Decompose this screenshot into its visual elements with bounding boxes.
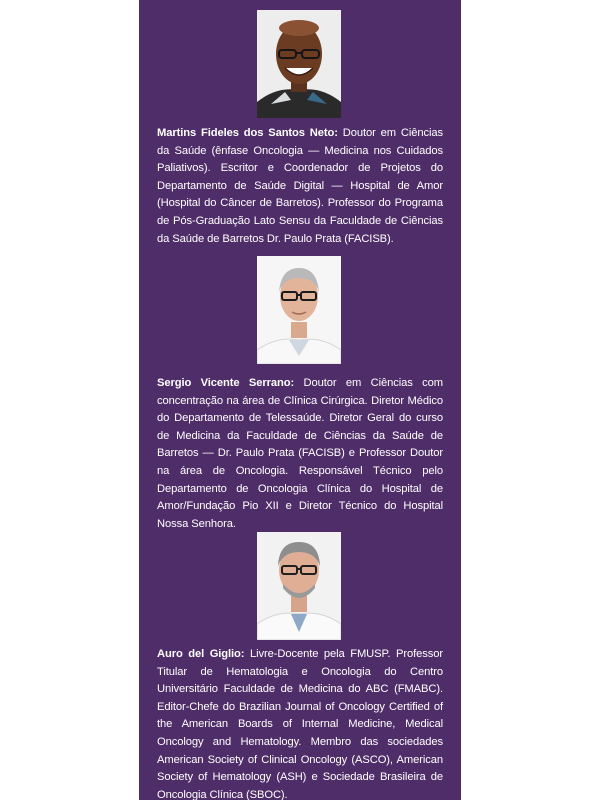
author-name: Auro del Giglio: xyxy=(157,648,245,660)
author-description: Doutor em Ciências com concentração na área de Clínica Cirúrgica. Diretor Médico do Departamento de Telessaúde. Diretor Geral do curso de Medicina da Faculdade de Ciências da Saúde de Barretos — Dr. Paulo Prata (FACISB) e Professor Doutor na área de Oncologia. Responsável Técnico pelo Departamento de Oncologia Clínica do Hospital de Amor/Fundação Pio XII e Diretor Técnico do Hospital Nossa Senhora. xyxy=(157,377,443,530)
author-description: Doutor em Ciências da Saúde (ênfase Oncologia — Medicina nos Cuidados Paliativos). Escritor e Coordenador de Projetos do Departamento de Saúde Digital — Hospital de Amor (Hospital do Câncer de Barretos). Professor do Programa de Pós-Graduação Lato Sensu da Faculdade de Ciências da Saúde de Barretos Dr. Paulo Prata (FACISB). xyxy=(157,127,443,245)
author-photo-sergio xyxy=(257,256,341,364)
author-photo-auro xyxy=(257,532,341,640)
author-name: Sergio Vicente Serrano: xyxy=(157,377,295,389)
portrait-image xyxy=(257,532,341,640)
author-bio-martins xyxy=(157,125,443,248)
author-name: Martins Fideles dos Santos Neto: xyxy=(157,127,338,139)
author-bio-panel xyxy=(139,0,461,800)
author-photo-martins xyxy=(257,10,341,118)
author-description: Livre-Docente pela FMUSP. Professor Titular de Hematologia e Oncologia do Centro Universitário Faculdade de Medicina do ABC (FMABC). Editor-Chefe do Brazilian Journal of Oncology Certified of the American Boards of Internal Medicine, Medical Oncology and Hematology. Membro das sociedades American Society of Clinical Oncology (ASCO), American Society of Hematology (ASH) e Sociedade Brasileira de Oncologia Clínica (SBOC). xyxy=(157,648,443,800)
portrait-image xyxy=(257,10,341,118)
author-bio-auro xyxy=(157,646,443,800)
author-bio-sergio xyxy=(157,375,443,533)
portrait-image xyxy=(257,256,341,364)
